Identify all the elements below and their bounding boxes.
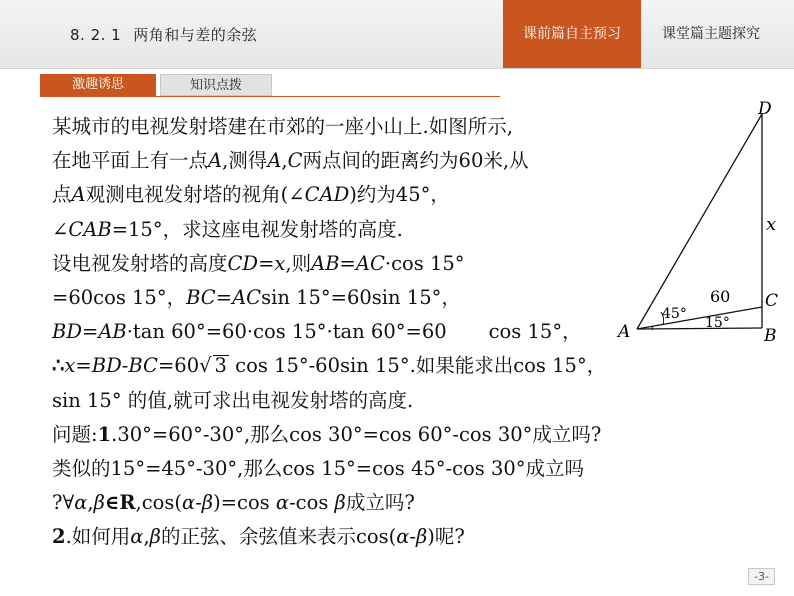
point-label: A [267, 149, 282, 173]
line-AD [637, 114, 762, 329]
text-segment: =60 [157, 354, 200, 378]
page-number: -3- [748, 568, 775, 585]
text-line-6 [52, 281, 692, 315]
label-B: B [764, 326, 777, 346]
greek-alpha: α [396, 525, 410, 549]
text-segment: - [121, 354, 129, 378]
label-C: C [765, 291, 779, 311]
segment-label: AB [311, 251, 340, 275]
greek-beta: β [201, 491, 214, 515]
segment-label: AC [232, 285, 262, 309]
segment-label: BC [128, 354, 158, 378]
segment-label: BD [91, 354, 122, 378]
text-line-7 [52, 315, 692, 349]
angle-label: CAB [68, 217, 112, 241]
text-segment: = [215, 285, 233, 309]
section-title [70, 24, 257, 45]
variable-label: x [64, 354, 76, 378]
subtab-underline [40, 96, 500, 97]
text-segment: = [75, 354, 92, 378]
text-segment: ,cos( [135, 491, 183, 515]
angle-arc-15 [652, 327, 653, 330]
problem-text [52, 110, 692, 554]
text-segment: - [195, 491, 202, 515]
sqrt-symbol: √ [199, 354, 212, 378]
text-segment: cos 15°-60sin 15°.如果能求出cos 15°， [228, 354, 607, 378]
text-segment: 某城市的电视发射塔建在市郊的一座小山上.如图所示, [52, 115, 513, 138]
sqrt-radicand: 3 [214, 354, 227, 378]
angle-label: CAD [304, 183, 350, 207]
text-segment: 观测电视发射塔的视角(∠ [85, 183, 305, 207]
segment-label: AB [98, 320, 127, 344]
text-segment: sin 15° 的值,就可求出电视发射塔的高度. [52, 388, 414, 412]
tower-diagram [610, 96, 794, 356]
text-segment: ,则 [285, 251, 312, 275]
point-label: C [287, 149, 303, 173]
greek-beta: β [93, 491, 105, 515]
section-name: 两角和与差的余弦 [133, 26, 258, 44]
text-segment: =60cos 15°， [52, 285, 187, 309]
greek-beta: β [149, 525, 161, 549]
text-segment: =15°，求这座电视发射塔的高度. [111, 217, 403, 241]
text-segment: = [339, 251, 356, 275]
text-segment: 问题: [52, 422, 98, 446]
text-segment: , [281, 149, 288, 173]
text-segment: )=cos [213, 491, 276, 515]
segment-label: BD [52, 320, 82, 344]
text-segment: -cos [289, 491, 335, 515]
text-line-9 [52, 384, 692, 418]
text-line-11 [52, 452, 692, 486]
text-line-10 [52, 418, 692, 452]
text-segment: ?∀ [52, 491, 75, 515]
text-segment: ·cos 15° [384, 251, 465, 275]
question-number: 2 [52, 525, 66, 549]
therefore-symbol: ∴ [52, 354, 65, 378]
text-segment: 两点间的距离约为60米,从 [302, 149, 529, 173]
text-segment: 成立吗? [345, 491, 415, 515]
variable-label: x [274, 251, 286, 275]
label-D: D [758, 99, 772, 119]
greek-beta: β [334, 491, 346, 515]
label-45: 45° [662, 306, 687, 322]
text-line-5 [52, 247, 692, 281]
label-A: A [618, 322, 631, 342]
text-segment: 点 [52, 183, 72, 207]
question-number: 1 [97, 422, 112, 446]
text-segment: )呢? [427, 525, 465, 549]
text-segment: .如何用 [65, 525, 131, 549]
greek-beta: β [415, 525, 428, 549]
label-x: x [766, 214, 777, 235]
subtab-motivation[interactable]: 激趣诱思 [40, 74, 156, 96]
text-line-13 [52, 520, 692, 554]
label-15: 15° [705, 315, 730, 331]
text-line-8 [52, 349, 692, 383]
text-segment: = [258, 251, 275, 275]
text-segment: , [87, 491, 94, 515]
line-AC [637, 307, 762, 329]
text-segment: 的正弦、余弦值来表示cos( [160, 525, 397, 549]
text-line-4 [52, 213, 692, 247]
text-segment: ·tan 60°=60·cos 15°·tan 60°=60 [126, 320, 447, 344]
text-line-3 [52, 178, 692, 212]
text-segment: , [143, 525, 150, 549]
text-line-1 [52, 110, 692, 144]
section-number: 8. 2. 1 [70, 26, 122, 44]
greek-alpha: α [130, 525, 144, 549]
greek-alpha: α [182, 491, 196, 515]
point-label: A [208, 149, 223, 173]
point-label: A [71, 183, 86, 207]
line-AB [637, 328, 762, 329]
text-line-2 [52, 144, 692, 178]
text-segment: 设电视发射塔的高度 [52, 251, 228, 275]
segment-label: CD [227, 251, 259, 275]
text-segment: 类似的15°=45°-30°,那么cos 15°=cos 45°-cos 30°成立吗 [52, 456, 585, 480]
text-segment: 在地平面上有一点 [52, 149, 209, 173]
text-segment: )约为45°， [349, 183, 450, 207]
greek-alpha: α [74, 491, 88, 515]
text-segment: ,测得 [222, 149, 268, 173]
text-segment: sin 15°=60sin 15°， [261, 285, 461, 309]
subtab-knowledge[interactable]: 知识点拨 [160, 74, 272, 96]
greek-alpha: α [275, 491, 290, 515]
segment-label: AC [355, 251, 385, 275]
real-set-symbol: R [119, 491, 136, 515]
text-segment: - [409, 525, 416, 549]
text-segment: = [81, 320, 99, 344]
text-segment: cos 15°， [488, 320, 582, 344]
top-bar [0, 0, 794, 69]
label-60: 60 [710, 287, 731, 306]
tab-preview[interactable]: 课前篇自主预习 [503, 0, 641, 68]
text-segment: ∠ [52, 217, 69, 241]
text-segment: .30°=60°-30°,那么cos 30°=cos 60°-cos 30°成立吗? [111, 422, 602, 446]
element-of-symbol: ∈ [104, 491, 120, 515]
segment-label: BC [186, 285, 216, 309]
text-line-12 [52, 486, 692, 520]
tab-explore[interactable]: 课堂篇主题探究 [662, 26, 760, 42]
